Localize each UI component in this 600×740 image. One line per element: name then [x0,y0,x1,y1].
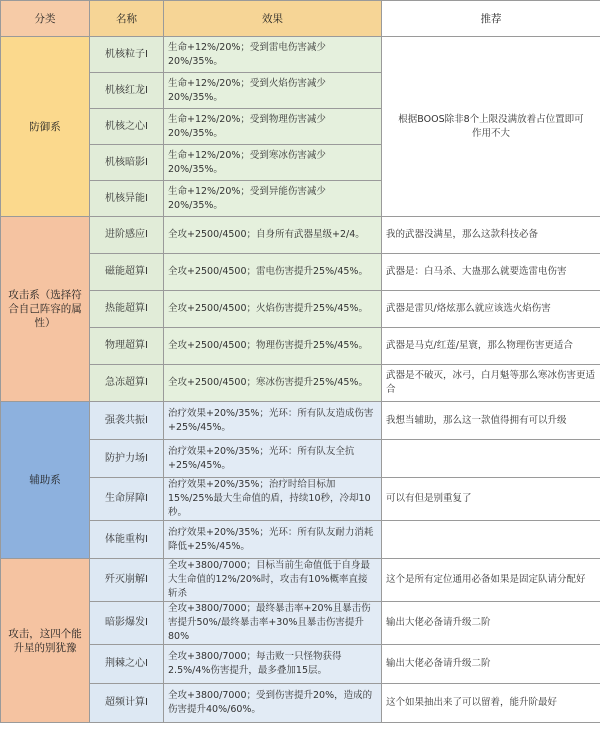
recommend-cell: 武器是雷贝/烙炫那么就应该选火焰伤害 [382,291,600,328]
table-row [1,684,600,723]
recommend-cell [382,521,600,559]
name-cell: 生命屏障I [90,478,164,521]
effect-cell: 全攻+2500/4500；火焰伤害提升25%/45%。 [164,291,382,328]
effect-cell: 全攻+3800/7000；受到伤害提升20%，造成的伤害提升40%/60%。 [164,684,382,723]
name-cell: 机核异能I [90,181,164,217]
recommend-cell: 武器是不破灭，冰弓，白月魁等那么寒冰伤害更适合 [382,365,600,402]
table-row [1,478,600,521]
table-row [1,602,600,645]
category-cell: 攻击，这四个能升星的别犹豫 [1,559,90,723]
header-recommend: 推荐 [382,1,600,37]
table-row [1,440,600,478]
recommend-cell: 这个如果抽出来了可以留着，能升阶最好 [382,684,600,723]
name-cell: 进阶感应I [90,217,164,254]
table-row [1,37,600,73]
recommend-cell: 输出大佬必备请升级二阶 [382,645,600,684]
effect-cell: 生命+12%/20%；受到异能伤害减少20%/35%。 [164,181,382,217]
table-row [1,291,600,328]
recommend-cell: 我的武器没满星，那么这款科技必备 [382,217,600,254]
table-row [1,217,600,254]
effect-cell: 生命+12%/20%；受到雷电伤害减少20%/35%。 [164,37,382,73]
category-cell: 辅助系 [1,402,90,559]
category-cell: 攻击系（选择符合自己阵容的属性） [1,217,90,402]
header-row [1,1,600,37]
name-cell: 急冻超算I [90,365,164,402]
name-cell: 物理超算I [90,328,164,365]
effect-cell: 全攻+3800/7000；每击败一只怪物获得2.5%/4%伤害提升，最多叠加15层。 [164,645,382,684]
effect-cell: 全攻+2500/4500；物理伤害提升25%/45%。 [164,328,382,365]
name-cell: 体能重构I [90,521,164,559]
table-row [1,254,600,291]
table-row [1,402,600,440]
recommend-cell [382,440,600,478]
effect-cell: 全攻+2500/4500；寒冰伤害提升25%/45%。 [164,365,382,402]
effect-cell: 治疗效果+20%/35%；光环：所有队友全抗+25%/45%。 [164,440,382,478]
name-cell: 强袭共振I [90,402,164,440]
name-cell: 荆棘之心I [90,645,164,684]
recommend-cell: 输出大佬必备请升级二阶 [382,602,600,645]
name-cell: 机核之心I [90,109,164,145]
table-row [1,365,600,402]
recommend-cell: 我想当辅助，那么这一款值得拥有可以升级 [382,402,600,440]
recommend-cell: 根据BOOS除非8个上限没满放着占位置即可作用不大 [382,37,600,217]
name-cell: 热能超算I [90,291,164,328]
header-category: 分类 [1,1,90,37]
table-row [1,559,600,602]
name-cell: 机核粒子I [90,37,164,73]
effect-cell: 全攻+2500/4500；自身所有武器星级+2/4。 [164,217,382,254]
table-row [1,521,600,559]
table-row [1,328,600,365]
name-cell: 机核红龙I [90,73,164,109]
effect-cell: 治疗效果+20%/35%；光环：所有队友耐力消耗降低+25%/45%。 [164,521,382,559]
category-cell: 防御系 [1,37,90,217]
recommend-cell: 可以有但是别重复了 [382,478,600,521]
recommend-cell: 武器是马克/红莲/星寰，那么物理伤害更适合 [382,328,600,365]
name-cell: 磁能超算I [90,254,164,291]
table-row [1,645,600,684]
effect-cell: 生命+12%/20%；受到火焰伤害减少20%/35%。 [164,73,382,109]
effect-cell: 全攻+3800/7000；最终暴击率+20%且暴击伤害提升50%/最终暴击率+30%且暴击伤害提升80% [164,602,382,645]
effect-cell: 治疗效果+20%/35%；治疗时给目标加15%/25%最大生命值的盾，持续10秒，冷却10秒。 [164,478,382,521]
effect-cell: 全攻+3800/7000；目标当前生命值低于自身最大生命值的12%/20%时，攻击有10%概率直接斩杀 [164,559,382,602]
recommend-cell: 武器是：白马杀、大蛊那么就要选雷电伤害 [382,254,600,291]
header-effect: 效果 [164,1,382,37]
name-cell: 机核暗影I [90,145,164,181]
effect-cell: 生命+12%/20%；受到寒冰伤害减少20%/35%。 [164,145,382,181]
recommend-cell: 这个是所有定位通用必备如果是固定队请分配好 [382,559,600,602]
name-cell: 暗影爆发I [90,602,164,645]
header-name: 名称 [90,1,164,37]
name-cell: 防护力场I [90,440,164,478]
effect-cell: 生命+12%/20%；受到物理伤害减少20%/35%。 [164,109,382,145]
name-cell: 超频计算I [90,684,164,723]
effect-cell: 全攻+2500/4500；雷电伤害提升25%/45%。 [164,254,382,291]
effect-cell: 治疗效果+20%/35%；光环：所有队友造成伤害+25%/45%。 [164,402,382,440]
name-cell: 歼灭崩解I [90,559,164,602]
